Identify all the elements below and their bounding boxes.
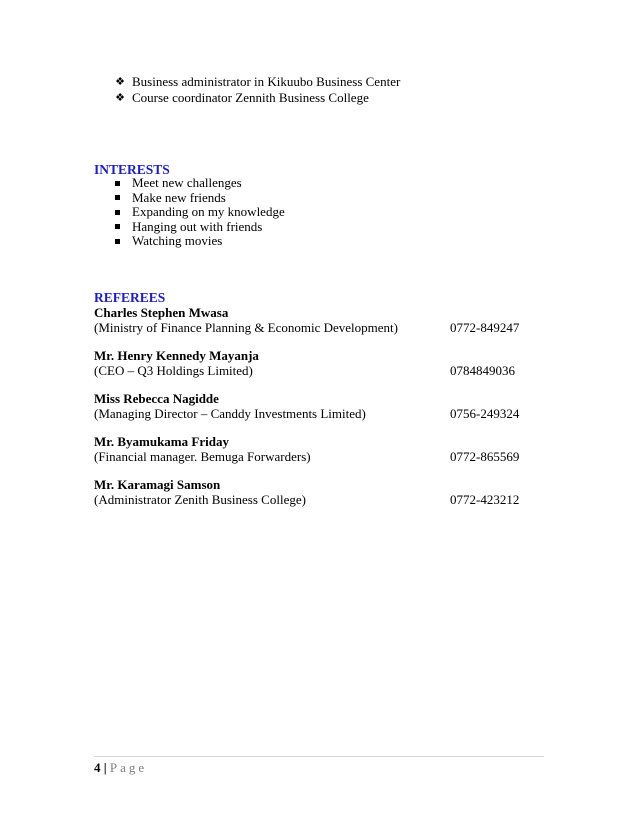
referee-detail: (Administrator Zenith Business College) xyxy=(94,491,306,507)
referee-detail: (Financial manager. Bemuga Forwarders) xyxy=(94,448,311,464)
referee-entry xyxy=(94,435,524,464)
referee-name: Mr. Henry Kennedy Mayanja xyxy=(94,348,259,363)
referees-list xyxy=(94,306,524,521)
interest-item-text: Meet new challenges xyxy=(132,175,242,190)
interest-item-text: Hanging out with friends xyxy=(132,218,263,234)
referee-name: Miss Rebecca Nagidde xyxy=(94,391,219,406)
referee-detail-line xyxy=(94,407,524,422)
referee-name: Mr. Karamagi Samson xyxy=(94,477,221,492)
square-bullet-icon xyxy=(115,224,120,229)
referee-entry xyxy=(94,306,524,335)
referee-detail-line xyxy=(94,493,524,508)
referee-name: Mr. Byamukama Friday xyxy=(94,434,229,449)
experience-item-text: Business administrator in Kikuubo Business Center xyxy=(132,73,401,89)
referee-detail-line xyxy=(94,364,524,379)
interests-list xyxy=(115,176,285,249)
referee-entry xyxy=(94,478,524,507)
square-bullet-icon xyxy=(115,239,120,244)
list-item xyxy=(113,90,400,106)
interest-item-text: Make new friends xyxy=(132,189,226,205)
referee-entry xyxy=(94,392,524,421)
referee-detail-line xyxy=(94,321,524,336)
interest-item-text: Expanding on my knowledge xyxy=(132,204,285,219)
referee-detail: (Ministry of Finance Planning & Economic Development) xyxy=(94,319,398,335)
list-item xyxy=(113,74,400,90)
interests-heading: INTERESTS xyxy=(94,162,170,177)
list-item xyxy=(115,176,285,191)
square-bullet-icon xyxy=(115,195,120,200)
referee-phone: 0772-849247 xyxy=(450,319,520,335)
square-bullet-icon xyxy=(115,181,120,186)
page-number: 4 xyxy=(94,760,101,775)
square-bullet-icon xyxy=(115,210,120,215)
list-item xyxy=(115,191,285,206)
interest-item-text: Watching movies xyxy=(132,233,223,248)
diamond-bullet-icon: ❖ xyxy=(115,75,125,88)
footer-separator: | xyxy=(103,760,107,775)
list-item xyxy=(115,234,285,249)
referee-phone: 0756-249324 xyxy=(450,405,520,421)
referee-entry xyxy=(94,349,524,378)
referee-phone: 0772-865569 xyxy=(450,448,520,464)
referee-phone: 0784849036 xyxy=(450,362,515,378)
list-item xyxy=(115,220,285,235)
experience-item-text: Course coordinator Zennith Business College xyxy=(132,89,369,105)
referee-detail-line xyxy=(94,450,524,465)
diamond-bullet-icon: ❖ xyxy=(115,91,125,104)
list-item xyxy=(115,205,285,220)
referee-detail: (CEO – Q3 Holdings Limited) xyxy=(94,362,253,378)
page-footer xyxy=(94,760,147,776)
referees-heading: REFEREES xyxy=(94,290,166,305)
experience-list xyxy=(113,74,400,106)
referee-detail: (Managing Director – Canddy Investments Limited) xyxy=(94,405,366,421)
footer-divider xyxy=(94,756,544,757)
referee-phone: 0772-423212 xyxy=(450,491,520,507)
page-label: Page xyxy=(109,760,148,775)
referee-name: Charles Stephen Mwasa xyxy=(94,305,229,320)
